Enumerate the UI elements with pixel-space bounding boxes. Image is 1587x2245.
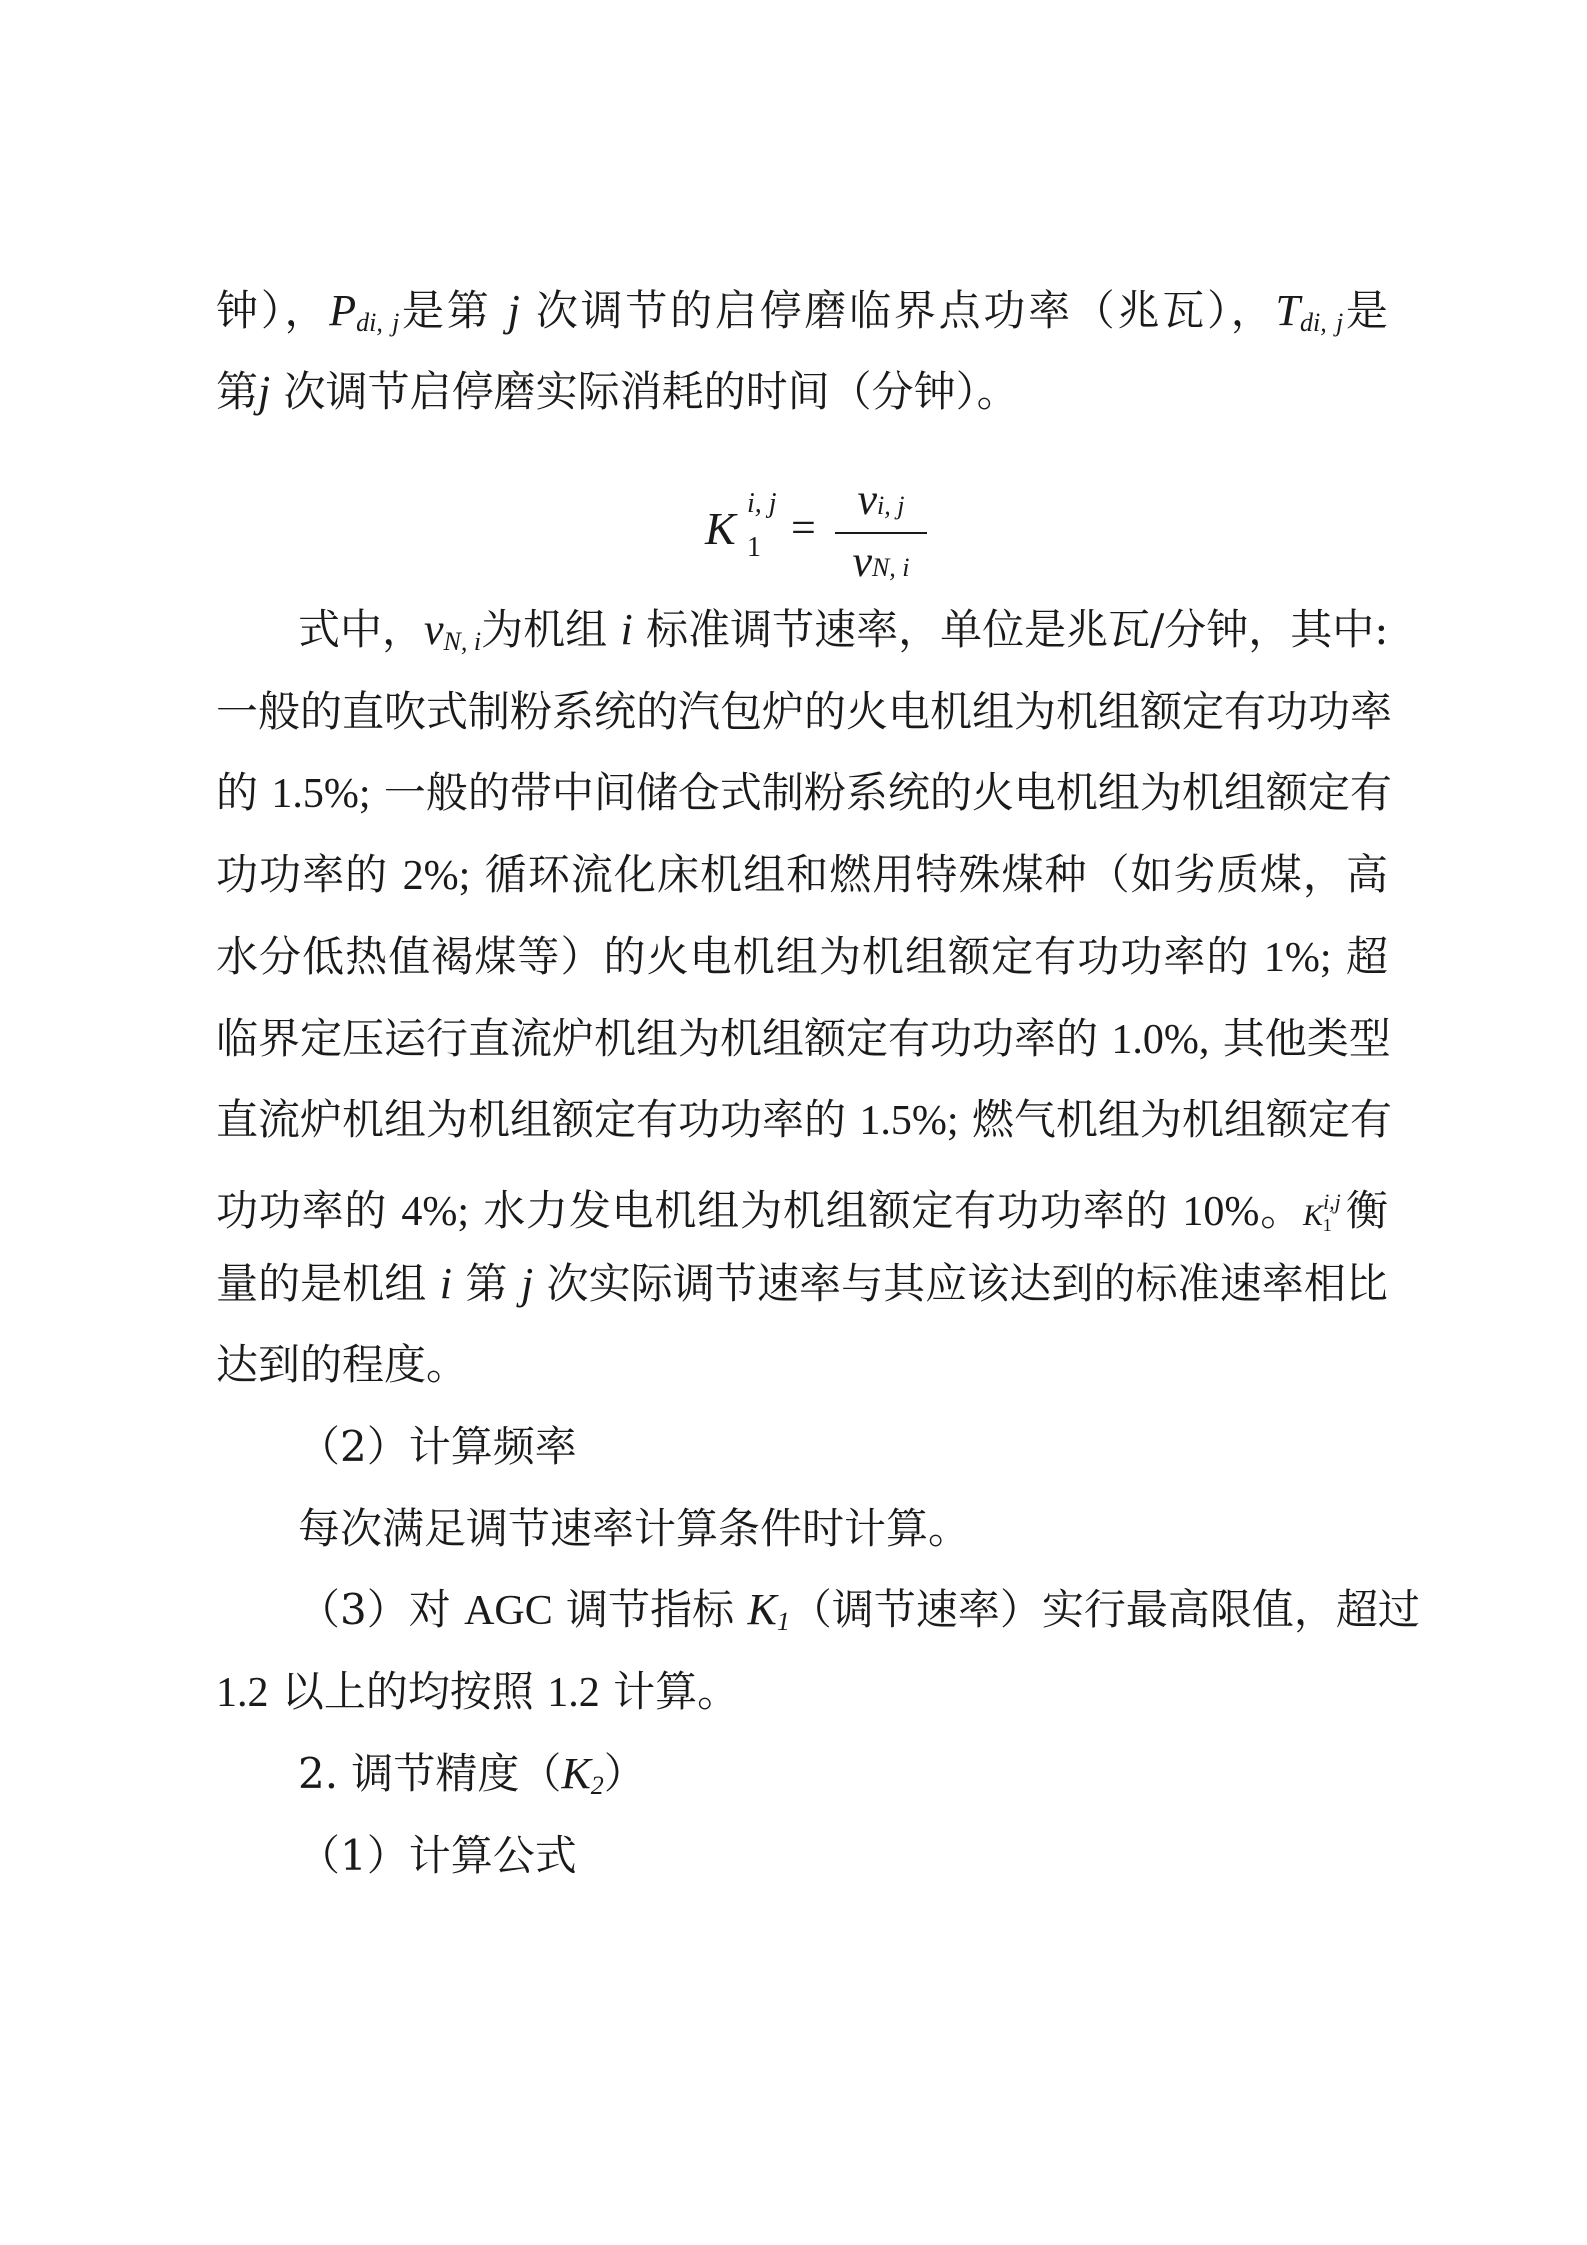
text: 是第: [399, 286, 492, 335]
formula-lhs: K: [705, 503, 736, 554]
text: 功功率的: [216, 1186, 388, 1235]
symbol-v: v: [424, 605, 444, 654]
formula-subheading: [298, 1828, 1388, 1884]
formula-lhs-subscript: 1: [747, 532, 761, 563]
number: 1.5%;: [271, 771, 371, 817]
freq-body: [298, 1501, 1388, 1557]
symbol-p: P: [329, 286, 357, 335]
text: 循环流化床机组和燃用特殊煤种（如劣质煤，高: [484, 850, 1388, 899]
text: 调节指标: [566, 1585, 735, 1634]
number: 4%;: [401, 1189, 470, 1235]
text: 功功率的: [216, 850, 389, 899]
precision-heading: [298, 1746, 1388, 1814]
text: 次实际调节速率与其应该达到的标准速率相比: [546, 1259, 1388, 1308]
section-heading: （2）计算频率: [298, 1422, 577, 1471]
rate-line-2: [216, 684, 1393, 740]
superscript: i,j: [1323, 1189, 1341, 1214]
rate-line-4: [216, 847, 1388, 904]
rate-line-7: [216, 1092, 1392, 1149]
text: 超: [1345, 932, 1388, 981]
rate-line-5: [216, 929, 1388, 986]
rate-line-3: [216, 765, 1392, 822]
text: 水力发电机组为机组额定有功功率的: [483, 1186, 1169, 1235]
subscript: di, j: [356, 308, 400, 337]
text: 达到的程度。: [216, 1340, 469, 1389]
numerator-symbol: v: [857, 475, 878, 524]
symbol-j: j: [258, 367, 271, 416]
rate-line-9: [216, 1256, 1388, 1312]
number: 1.0%,: [1111, 1017, 1210, 1063]
number: 1.5%;: [859, 1098, 959, 1144]
subscript: di, j: [1300, 308, 1344, 337]
formula-denominator: [835, 536, 927, 587]
text: 直流炉机组为机组额定有功功率的: [216, 1095, 847, 1144]
symbol-t: T: [1275, 286, 1300, 335]
number: 10%。: [1182, 1189, 1304, 1235]
text: 钟），: [216, 286, 330, 335]
text: 衡: [1345, 1186, 1388, 1235]
numerator-subscript: i, j: [877, 491, 905, 520]
symbol-i: i: [620, 605, 633, 654]
text: 第: [216, 367, 259, 416]
subscript: N, i: [443, 627, 482, 656]
rate-line-8: [216, 1174, 1388, 1253]
text: 燃气机组为机组额定有: [971, 1095, 1392, 1144]
symbol-k: K: [1303, 1199, 1324, 1232]
text: 一般的直吹式制粉系统的汽包炉的火电机组为机组额定有功功率: [216, 687, 1393, 736]
denominator-subscript: N, i: [871, 553, 910, 582]
symbol-i: i: [439, 1259, 453, 1308]
number: 1.2: [216, 1670, 269, 1716]
formula-equals: =: [791, 503, 816, 552]
text: 的: [216, 768, 259, 817]
rate-line-10: [216, 1337, 1388, 1393]
subscript: 1: [1322, 1215, 1332, 1235]
symbol-k: K: [561, 1749, 591, 1798]
denominator-symbol: v: [852, 537, 872, 586]
number: 1%;: [1263, 935, 1332, 981]
text: 第: [465, 1259, 508, 1308]
text: 为机组: [481, 605, 608, 654]
fraction-bar: [835, 532, 927, 534]
text: 一般的带中间储仓式制粉系统的火电机组为机组额定有: [383, 768, 1392, 817]
text: 次调节的启停磨临界点功率（兆瓦），: [535, 286, 1276, 335]
text: 标准调节速率，单位是兆瓦/分钟，其中:: [646, 605, 1389, 654]
formula-k1: [705, 475, 925, 590]
text: 水分低热值褐煤等）的火电机组为机组额定有功功率的: [216, 932, 1250, 981]
intro-line-1: [216, 283, 1388, 351]
rate-line-6: [216, 1011, 1391, 1068]
freq-heading: [298, 1419, 1388, 1475]
text: 计算。: [613, 1667, 740, 1716]
subscript: 2: [590, 1771, 604, 1800]
text: （3）对: [298, 1585, 451, 1634]
section-heading: 2. 调节精度（: [298, 1749, 562, 1798]
text: （调节速率）实行最高限值，超过: [789, 1585, 1420, 1634]
symbol-j: j: [520, 1259, 534, 1308]
text: 临界定压运行直流炉机组为机组额定有功功率的: [216, 1014, 1099, 1063]
symbol-k: K: [747, 1585, 777, 1634]
text: 以上的均按照: [281, 1667, 534, 1716]
limit-line-2: [216, 1664, 1388, 1721]
formula-numerator: [835, 474, 927, 525]
formula-lhs-superscript: i, j: [747, 488, 777, 519]
text: ）: [603, 1749, 646, 1798]
text: 是: [1343, 286, 1388, 335]
acronym: AGC: [464, 1588, 553, 1634]
text: 式中，: [298, 605, 425, 654]
text: 量的是机组: [216, 1259, 427, 1308]
text: 其他类型: [1222, 1014, 1391, 1063]
subscript: 1: [776, 1607, 790, 1636]
rate-line-1: [298, 602, 1388, 670]
text: 次调节启停磨实际消耗的时间（分钟）。: [283, 367, 1019, 416]
limit-line-1: [298, 1582, 1420, 1650]
section-subheading: （1）计算公式: [298, 1831, 577, 1880]
symbol-j: j: [507, 286, 520, 335]
intro-line-2: [216, 364, 1388, 420]
text: 每次满足调节速率计算条件时计算。: [298, 1504, 971, 1553]
number: 1.2: [547, 1670, 600, 1716]
number: 2%;: [402, 853, 471, 899]
